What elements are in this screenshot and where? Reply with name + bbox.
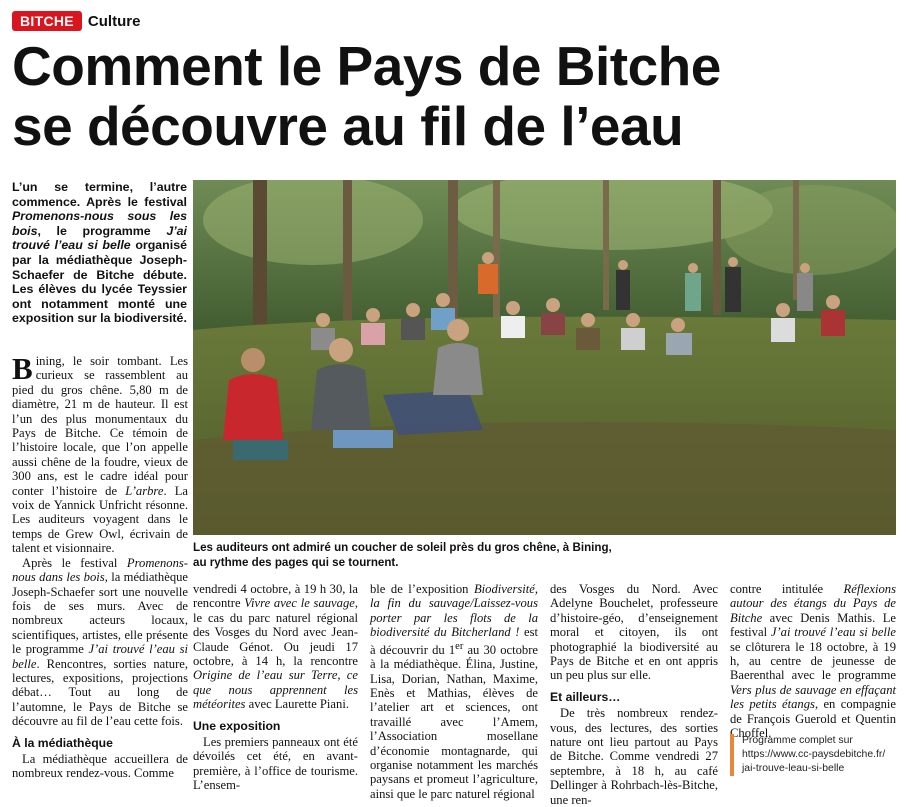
subheading: Et ailleurs… — [550, 689, 621, 704]
text: contre intitulée — [730, 582, 844, 596]
italic-text: L’arbre — [125, 483, 164, 498]
italic-text: Biodiversité, la fin du sauvage/Laissez-vous porter par les flots de la biodiversité du Bitcherland ! — [370, 582, 538, 640]
paragraph: De très nombreux rendez-vous, des lectures, des sorties nature ont lieu partout au Pays de Bitche. Comme vendredi 27 septembre, à 18 h, au café Dellinger à Rohrbach-lès-Bitche, une ren- — [550, 706, 718, 807]
text: . Rencontres, sorties nature, lectures, expositions, projections débat… Tout au long de l’automne, le Pays de Bitche se découvre au fil de l’eau cette fois. — [12, 656, 188, 729]
paragraph: La médiathèque accueillera de nombreux rendez-vous. Comme — [12, 751, 188, 781]
article-column-5 — [730, 582, 896, 740]
paragraph — [12, 351, 188, 556]
subheading: À la médiathèque — [12, 735, 113, 750]
italic-text: Origine de l’eau sur Terre, ce que nous apprennent les météorites — [193, 668, 358, 712]
text: , en compagnie de François Guerold et Quentin Choffel. — [730, 697, 896, 741]
text: est à découvrir du 1 — [370, 625, 539, 657]
article-column-1 — [12, 351, 189, 781]
caption-line-2: au rythme des pages qui se tournent. — [193, 556, 399, 569]
italic-text: J’ai trouvé l’eau si belle — [12, 642, 189, 671]
text: , la médiathèque Joseph-Schaefer sort une nouvelle fois de ses murs. Avec de nombreux acteurs locaux, scientifiques, artistes, elle présente le programme — [12, 570, 189, 657]
lead-italic: Promenons-nous sous les bois — [12, 209, 187, 238]
article-column-2 — [193, 582, 358, 793]
paragraph — [370, 582, 538, 801]
info-link-line-1[interactable]: https://www.cc-paysdebitche.fr/ — [742, 749, 886, 760]
superscript: er — [455, 640, 464, 652]
text: au 30 octobre à la médiathèque. Élina, Justine, Lisa, Dorian, Nathan, Maxime, Enès et Mathias, élèves de l’atelier art et sciences, ont travaillé avec l’Amem, l’Association mosellane d’économie montagnarde, qui organise notamment les marchés paysans et promeut l’agriculture, ainsi que le parc naturel régional — [370, 642, 538, 801]
text: . La voix de Yannick Unfricht résonne. Les auditeurs voyagent dans le temps de Grew Owl, écrivain de talent et visionnaire. — [12, 483, 188, 556]
text: Après le festival — [22, 555, 127, 570]
location-tag: BITCHE — [12, 11, 82, 31]
lead-text: organisé par la médiathèque Joseph-Schaefer de Bitche débute. Les élèves du lycée Teyssier ont notamment monté une exposition sur la biodiversité. — [12, 238, 187, 326]
article-photo — [193, 180, 896, 535]
article-lead — [12, 180, 187, 326]
section-header — [12, 11, 140, 31]
info-link-line-2[interactable]: jai-trouve-leau-si-belle — [742, 763, 845, 774]
text: ining, le soir tombant. Les curieux se rassemblent au pied du gros chêne. 5,80 m de diamètre, 21 m de hauteur. Il est l’un des plus monumentaux du Pays de Bitche. Ce témoin de l’histoire locale, que l’on appelle aussi chêne de la foudre, vieux de 300 ans, est le cadre idéal pour conter l’histoire de — [12, 354, 188, 498]
article-headline — [12, 36, 892, 156]
text: avec Laurette Piani. — [245, 697, 349, 712]
drop-cap: B — [12, 351, 33, 386]
italic-text: J’ai trouvé l’eau si belle — [770, 625, 897, 640]
italic-text: Vers plus de sauvage en effaçant les petits étangs — [730, 682, 896, 712]
italic-text: Réflexions autour des étangs du Pays de Bitche — [730, 582, 896, 625]
text: ble de l’exposition — [370, 582, 474, 596]
paragraph — [730, 582, 896, 740]
text: vendredi 4 octobre, à 19 h 30, la rencontre — [193, 582, 358, 611]
caption-line-1: Les auditeurs ont admiré un coucher de soleil près du gros chêne, à Bining, — [193, 541, 612, 554]
text: , le cas du parc naturel régional des Vosges du Nord avec Jean-Claude Génot. Ou jeudi 17 octobre, à 14 h, la rencontre — [193, 596, 358, 669]
lead-text: L’un se termine, l’autre commence. Après le festival — [12, 180, 187, 209]
paragraph: Les premiers panneaux ont été dévoilés cet été, en avant-première, à l’office de tourisme. L’ensem- — [193, 735, 358, 793]
lead-italic: J’ai trouvé l’eau si belle — [12, 223, 187, 253]
italic-text: Promenons-nous dans les bois — [12, 555, 188, 585]
paragraph — [193, 582, 358, 712]
lead-text: , le programme — [37, 223, 167, 238]
paragraph: des Vosges du Nord. Avec Adelyne Bouchelet, professeure d’histoire-géo, d’enseignement moral et citoyen, ils ont photographié la biodiversité au Pays de Bitche et en ont appris un peu plus sur elle. — [550, 582, 718, 683]
headline-line-2: se découvre au fil de l’eau — [12, 95, 684, 157]
photo-caption — [193, 540, 896, 570]
section-label: Culture — [87, 12, 141, 30]
forest-gathering-photo — [193, 180, 896, 535]
info-box — [730, 734, 906, 776]
article-column-3 — [370, 582, 538, 801]
text: se clôturera le 18 octobre, à 19 h, au centre de jeunesse de Baerenthal avec le programme — [730, 639, 896, 683]
text: avec Denis Mathis. Le festival — [730, 610, 896, 640]
subheading: Une exposition — [193, 718, 281, 733]
info-line-1: Programme complet sur — [742, 735, 853, 746]
headline-line-1: Comment le Pays de Bitche — [12, 35, 721, 97]
article-column-4 — [550, 582, 718, 807]
paragraph — [12, 556, 188, 729]
italic-text: Vivre avec le sauvage — [244, 596, 355, 611]
